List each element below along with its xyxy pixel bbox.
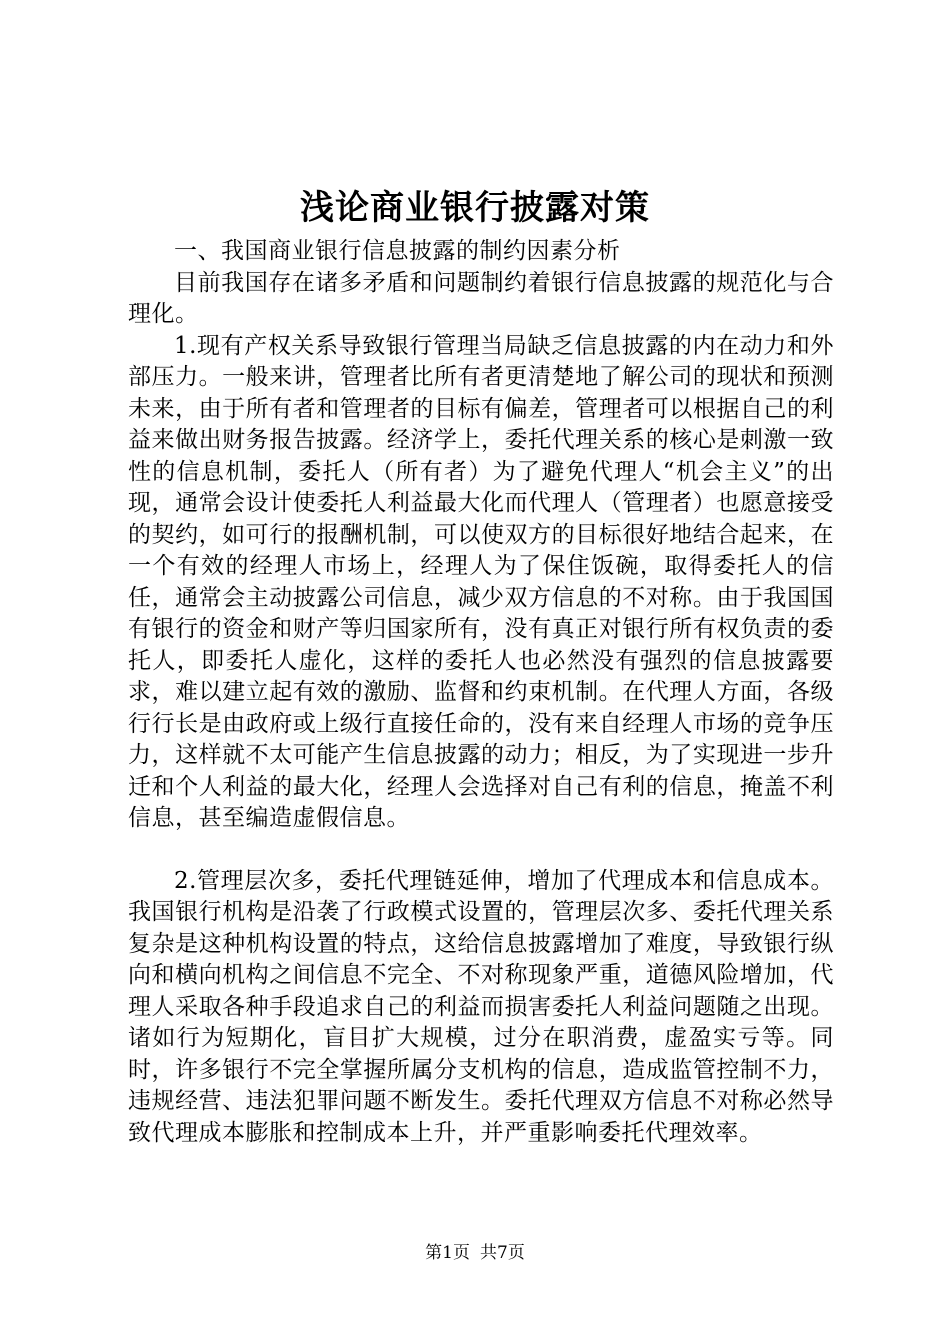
paragraph-point-1: 1.现有产权关系导致银行管理当局缺乏信息披露的内在动力和外部压力。一般来讲，管理者比所有者更清楚地了解公司的现状和预测未来，由于所有者和管理者的目标有偏差，管理者可以根据自己的利益来做出财务报告披露。经济学上，委托代理关系的核心是刺激一致性的信息机制，委托人（所有者）为了避免代理人“机会主义”的出现，通常会设计使委托人利益最大化而代理人（管理者）也愿意接受的契约，如可行的报酬机制，可以使双方的目标很好地结合起来，在一个有效的经理人市场上，经理人为了保住饭碗，取得委托人的信任，通常会主动披露公司信息，减少双方信息的不对称。由于我国国有银行的资金和财产等归国家所有，没有真正对银行所有权负责的委托人，即委托人虚化，这样的委托人也必然没有强烈的信息披露要求，难以建立起有效的激励、监督和约束机制。在代理人方面，各级行行长是由政府或上级行直接任命的，没有来自经理人市场的竞争压力，这样就不太可能产生信息披露的动力；相反，为了实现进一步升迁和个人利益的最大化，经理人会选择对自己有利的信息，掩盖不利信息，甚至编造虚假信息。: [128, 332, 834, 831]
page-number: 第1页: [425, 1243, 470, 1263]
section-heading: 一、我国商业银行信息披露的制约因素分析: [174, 238, 621, 264]
document-body: [128, 236, 834, 1149]
paragraph-intro: 目前我国存在诸多矛盾和问题制约着银行信息披露的规范化与合理化。: [128, 269, 834, 327]
page-footer: [0, 1242, 950, 1264]
page-total: 共7页: [480, 1243, 525, 1263]
document-title: 浅论商业银行披露对策: [300, 188, 650, 228]
paragraph-point-2: 2.管理层次多，委托代理链延伸，增加了代理成本和信息成本。我国银行机构是沿袭了行政模式设置的，管理层次多、委托代理关系复杂是这种机构设置的特点，这给信息披露增加了难度，导致银行纵向和横向机构之间信息不完全、不对称现象严重，道德风险增加，代理人采取各种手段追求自己的利益而损害委托人利益问题随之出现。诸如行为短期化，盲目扩大规模，过分在职消费，虚盈实亏等。同时，许多银行不完全掌握所属分支机构的信息，造成监管控制不力，违规经营、违法犯罪问题不断发生。委托代理双方信息不对称必然导致代理成本膨胀和控制成本上升，并严重影响委托代理效率。: [128, 867, 834, 1146]
